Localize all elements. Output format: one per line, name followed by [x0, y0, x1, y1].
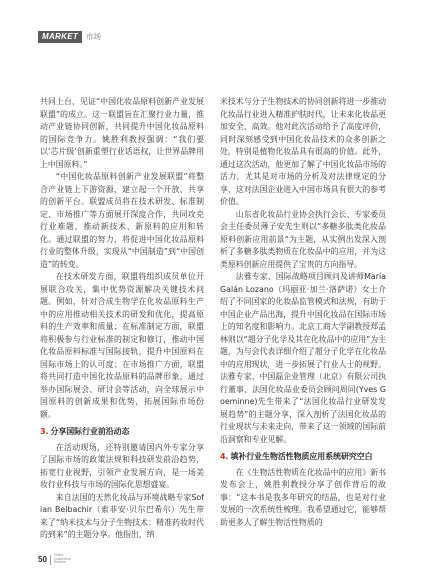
section-heading-title: 填补行业生物活性物质应用系统研究空白 — [230, 452, 373, 461]
section-label-zh: 市场 — [86, 32, 102, 41]
article-column-right — [220, 96, 386, 556]
paragraph: 法雅专家、国际战略项目顾问及讲师María Galán Lozano（玛丽亚·加兰·洛萨诺）女士介绍了不同国家的化妆品监管模式和法规，有助于中国企业产品出海，提升中国化妆品在国际市场上的知名度和影响力。北京工商大学副教授郑孟林则以“超分子化学及其在化妆品中的应用”为主题，为与会代表详细介绍了超分子化学在化妆品中的应用现状，进一步拓展了行业人士的视野。法雅专家、中国磊企业管理（北京）有限公司执行董事、法国化妆品业委员会顾问周同(Yves Goeminne)先生带来了“法国化妆品行业研发发展趋势”的主题分享，深入剖析了法国化妆品的行业现状与未来走向，带来了这一领域的国际前沿洞察和专业见解。 — [220, 272, 386, 444]
footer-divider — [50, 555, 51, 565]
publication-name-line: China — [53, 552, 64, 557]
section-tag — [38, 31, 101, 43]
page-number: 50 — [38, 555, 47, 564]
section-heading-number: 4. — [220, 452, 229, 461]
section-label-en: MARKET — [38, 31, 82, 43]
paragraph: 在《生物活性物质在化妆品中的应用》新书发布会上，姚胜利教授分享了创作背后的故事：“这本书是我多年研究的结晶，也是对行业发展的一次系统性梳理。我希望通过它，能够帮助更多人了解生物活性物质的 — [220, 467, 386, 527]
section-heading-title: 分享国际行业前沿动态 — [50, 427, 130, 436]
paragraph: 在技术研发方面，联盟将组织成员单位开展联合攻关，集中优势资源解决关键技术问题。例如，针对合成生物学在化妆品原料生产中的应用推动相关技术的研发和优化，提高原料的生产效率和质量；在标准制定方面，联盟将积极参与行业标准的制定和修订，推动中国化妆品原料标准与国际接轨，提升中国原料在国际市场上的认可度；在市场推广方面，联盟将共同打造中国化妆品原料的品牌形象，通过举办国际展会、研讨会等活动，向全球展示中国原料的创新成果和优势，拓展国际市场份额。 — [40, 272, 204, 419]
paragraph: 在活动现场，还特别邀请国内外专家分享了国际市场的政策法规和科技研发前沿趋势，拓宽行业视野，引领产业发展方向，是一场美妆行业科技与市场的国际化思想盛宴。 — [40, 442, 204, 489]
paragraph: 米技术与分子生物技术的协同创新将进一步推动化妆品行业进入精准护肤时代，让未来化妆品更加安全、高效。他对此次活动给予了高度评价，同时深刻感受到中国化妆品技术的众多创新之处，特别是植物化妆品具有很高的价值。此外，通过这次活动，他更加了解了中国化妆品市场的活力，尤其是对市场的分析及对法律规定的分享，这对法国企业进入中国市场具有很大的参考价值。 — [220, 97, 386, 206]
publication-name — [54, 554, 71, 565]
article-column-left — [40, 96, 204, 556]
section-heading-4 — [220, 451, 386, 464]
section-heading-number: 3. — [40, 427, 49, 436]
section-heading-3 — [40, 426, 204, 439]
paragraph: 共同上台，见证“中国化妆品原料创新产业发展联盟”的成立。这一联盟旨在汇聚行业力量，推动产业链协同创新，共同提升中国化妆品原料的国际竞争力。姚胜利教授强调：“我们要以‘芯片级’创新重塑行业话语权，让世界品牌用上中国原料。” — [40, 97, 204, 169]
publication-name-line: Cosmetics — [53, 556, 71, 561]
paragraph: “中国化妆品原料创新产业发展联盟”将整合产业链上下游资源，建立起一个开放、共享的创新平台。联盟成员将在技术研发、标准制定、市场推广等方面展开深度合作，共同攻克行业难题，推动新技术、新原料的应用和转化。通过联盟的努力，将促进中国化妆品原料行业的整体升级，实现从“中国制造”到“中国创造”的转变。 — [40, 172, 204, 269]
paragraph: 山东省化妆品行业协会执行会长、专家委员会主任委员薄子安先生则以“多糖多肽类化妆品原料创新应用前景”为主题，从实例出发深入剖析了多糖多肽类物质在化妆品中的应用，并为这类原料创新应用提供了宝贵的方向指导。 — [220, 209, 386, 269]
page-footer — [38, 554, 71, 565]
publication-name-line: Review — [53, 560, 66, 565]
paragraph: 来自法国的天然化妆品与环境战略专家Sofian Belbachir（索菲安·贝尔巴希尔）先生带来了“纳米技术与分子生物技术：精准药妆时代的到来”的主题分享。他指出，纳 — [40, 492, 204, 539]
